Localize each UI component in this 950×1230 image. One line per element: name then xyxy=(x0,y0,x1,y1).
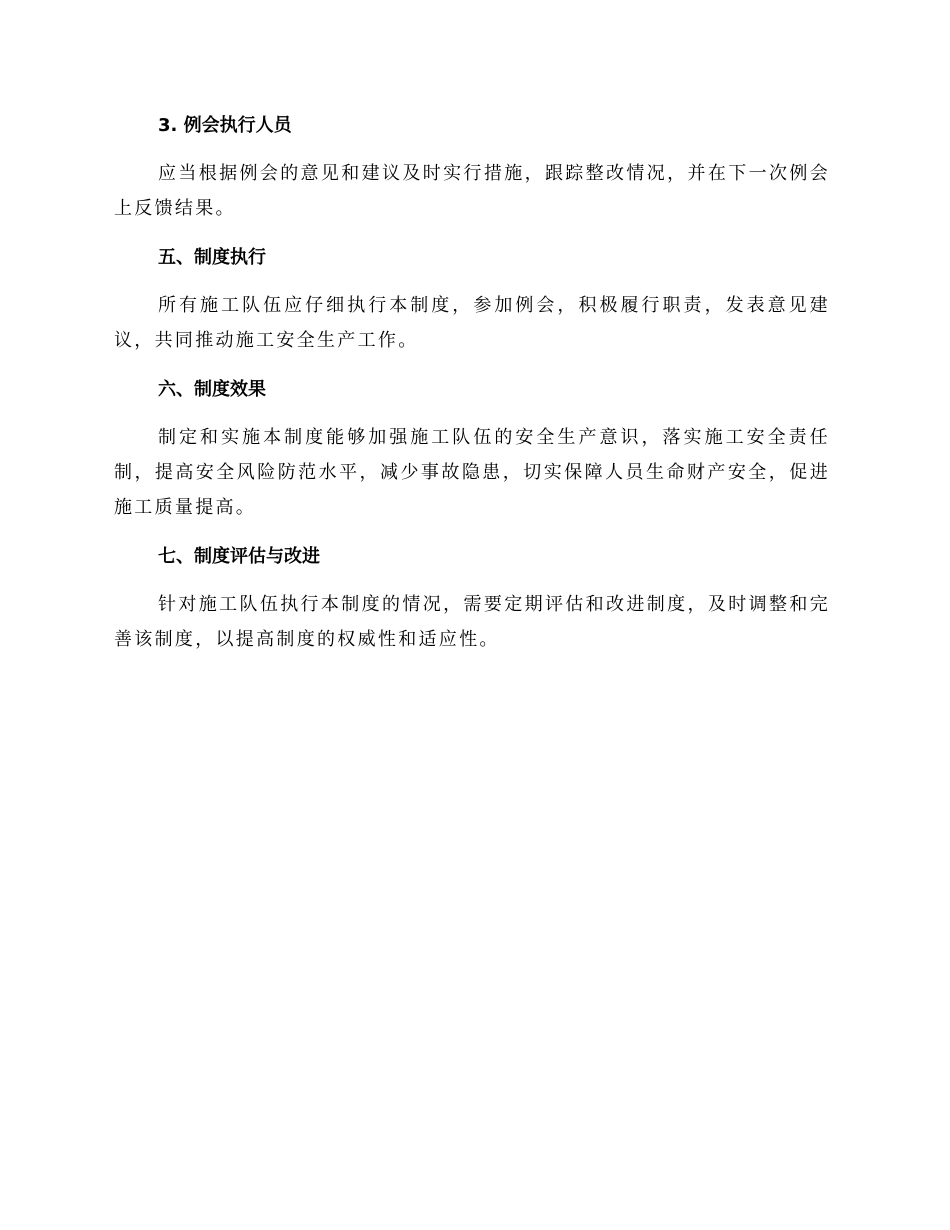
section-heading: 3. 例会执行人员 xyxy=(158,115,292,136)
section-paragraph: 针对施工队伍执行本制度的情况，需要定期评估和改进制度，及时调整和完善该制度，以提高制度的权威性和适应性。 xyxy=(114,594,830,650)
section-heading: 六、制度效果 xyxy=(158,379,266,400)
section-6-system-effect xyxy=(114,376,830,525)
section-heading: 五、制度执行 xyxy=(158,247,266,268)
section-5-system-execution xyxy=(114,244,830,358)
section-paragraph: 所有施工队伍应仔细执行本制度，参加例会，积极履行职责，发表意见建议，共同推动施工安全生产工作。 xyxy=(114,295,830,351)
section-3-meeting-executors xyxy=(114,112,830,226)
section-paragraph: 制定和实施本制度能够加强施工队伍的安全生产意识，落实施工安全责任制，提高安全风险防范水平，减少事故隐患，切实保障人员生命财产安全，促进施工质量提高。 xyxy=(114,427,830,518)
section-heading: 七、制度评估与改进 xyxy=(158,546,320,567)
section-paragraph: 应当根据例会的意见和建议及时实行措施，跟踪整改情况，并在下一次例会上反馈结果。 xyxy=(114,163,830,219)
section-7-evaluation-improvement xyxy=(114,543,830,657)
